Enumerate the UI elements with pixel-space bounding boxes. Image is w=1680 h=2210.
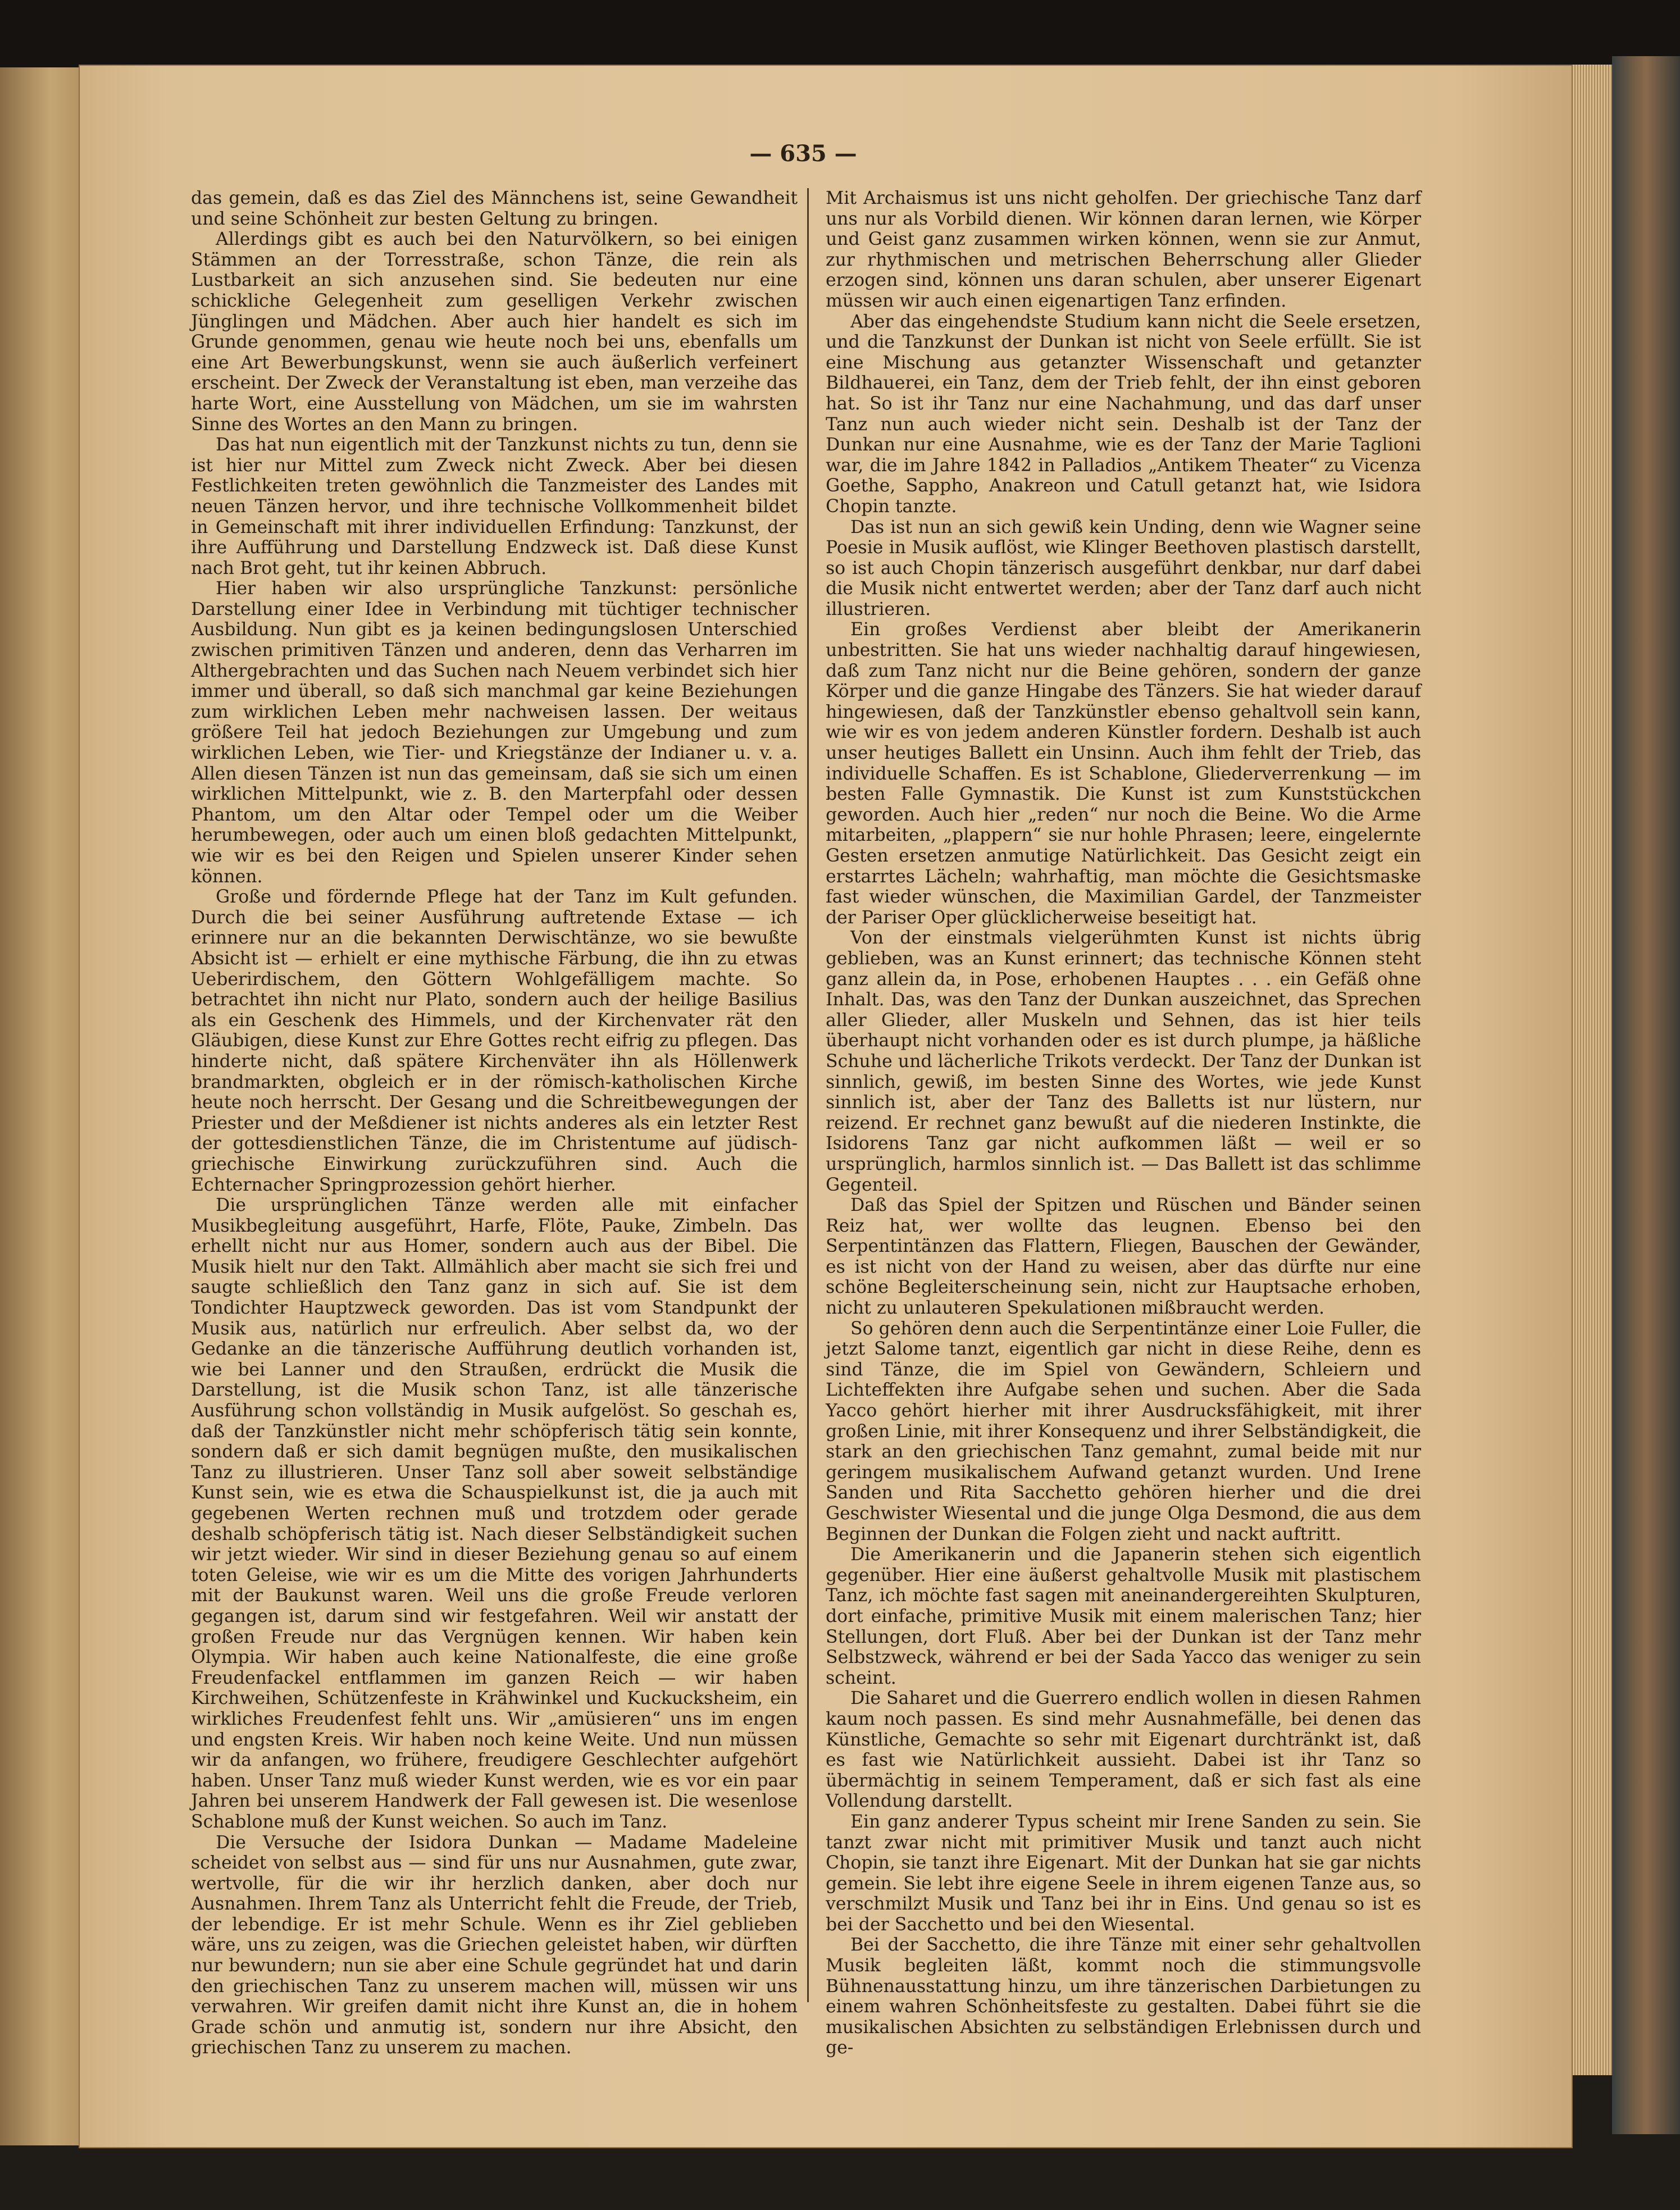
right-column <box>826 188 1421 2058</box>
paragraph: Von der einstmals vielgerühmten Kunst ist nichts übrig geblieben, was an Kunst erinnert; das technische Können steht ganz allein da, in Pose, erhobenen Hauptes . . . ein Gefäß ohne Inhalt. Das, was den Tanz der Dunkan auszeichnet, das Sprechen aller Glieder, aller Muskeln und Sehnen, das ist hier teils überhaupt nicht vorhanden oder es ist durch plumpe, ja häßliche Schuhe und lächerliche Trikots verdeckt. Der Tanz der Dunkan ist sinnlich, gewiß, im besten Sinne des Wortes, wie jede Kunst sinnlich ist, aber der Tanz des Balletts ist nur lüstern, nur reizend. Er rechnet ganz bewußt auf die niederen Instinkte, die Isidorens Tanz gar nicht aufkommen läßt — weil er so ursprünglich, harmlos sinnlich ist. — Das Ballett ist das schlimme Gegenteil. <box>826 928 1421 1195</box>
paragraph: Aber das eingehendste Studium kann nicht die Seele ersetzen, und die Tanzkunst der Dunkan ist nicht von Seele erfüllt. Sie ist eine Mischung aus getanzter Wissenschaft und getanzter Bildhauerei, ein Tanz, dem der Trieb fehlt, der ihn einst geboren hat. So ist ihr Tanz nur eine Nachahmung, und das darf unser Tanz nun auch wieder nicht sein. Deshalb ist der Tanz der Dunkan nur eine Ausnahme, wie es der Tanz der Marie Taglioni war, die im Jahre 1842 in Palladios „Antikem Theater“ zu Vicenza Goethe, Sappho, Anakreon und Catull getanzt hat, wie Isidora Chopin tanzte. <box>826 311 1421 517</box>
paragraph: Die Amerikanerin und die Japanerin stehen sich eigentlich gegenüber. Hier eine äußerst gehaltvolle Musik mit plastischem Tanz, ich möchte fast sagen mit aneinandergereihten Skulpturen, dort einfache, primitive Musik mit einem malerischen Tanz; hier Stellungen, dort Fluß. Aber bei der Dunkan ist der Tanz mehr Selbstzweck, während er bei der Sada Yacco das weniger zu sein scheint. <box>826 1544 1421 1688</box>
paragraph: Bei der Sacchetto, die ihre Tänze mit einer sehr gehaltvollen Musik begleiten läßt, kommt noch die stimmungsvolle Bühnenausstattung hinzu, um ihre tänzerischen Darbietungen zu einem wahren Schönheitsfeste zu gestalten. Dabei führt sie die musikalischen Absichten zu selbständigen Erlebnissen durch und ge- <box>826 1935 1421 2058</box>
page-stack-edges <box>1573 65 1612 2075</box>
paragraph: Die ursprünglichen Tänze werden alle mit einfacher Musikbegleitung ausgeführt, Harfe, Flöte, Pauke, Zimbeln. Das erhellt nicht nur aus Homer, sondern auch aus der Bibel. Die Musik hielt nur den Takt. Allmählich aber macht sie sich frei und saugte schließlich den Tanz ganz in sich auf. Sie ist dem Tondichter Hauptzweck geworden. Das ist vom Standpunkt der Musik aus, natürlich nur erfreulich. Aber selbst da, wo der Gedanke an die tänzerische Aufführung deutlich vorhanden ist, wie bei Lanner und den Straußen, erdrückt die Musik die Darstellung, ist die Musik schon Tanz, ist alle tänzerische Ausführung schon vollständig in Musik aufgelöst. So geschah es, daß der Tanzkünstler nicht mehr schöpferisch tätig sein konnte, sondern daß er sich damit begnügen mußte, den musikalischen Tanz zu illustrieren. Unser Tanz soll aber soweit selbständige Kunst sein, wie es etwa die Schauspielkunst ist, die ja auch mit gegebenen Werten rechnen muß und trotzdem oder gerade deshalb schöpferisch tätig ist. Nach dieser Selbständigkeit suchen wir jetzt wieder. Wir sind in dieser Beziehung genau so auf einem toten Geleise, wie wir es um die Mitte des vorigen Jahrhunderts mit der Baukunst waren. Weil uns die große Freude verloren gegangen ist, darum sind wir festgefahren. Weil wir anstatt der großen Freude nur das Vergnügen kennen. Wir haben kein Olympia. Wir haben auch keine Nationalfeste, die eine große Freudenfackel entflammen im ganzen Reich — wir haben Kirchweihen, Schützenfeste in Krähwinkel und Kuckucksheim, ein wirkliches Freudenfest fehlt uns. Wir „amüsieren“ uns im engen und engsten Kreis. Wir haben noch keine Weite. Und nun müssen wir da anfangen, wo frühere, freudigere Geschlechter aufgehört haben. Unser Tanz muß wieder Kunst werden, wie es vor ein paar Jahren bei unserem Handwerk der Fall gewesen ist. Die wesenlose Schablone muß der Kunst weichen. So auch im Tanz. <box>191 1195 798 1832</box>
paragraph: Die Versuche der Isidora Dunkan — Madame Madeleine scheidet von selbst aus — sind für uns nur Ausnahmen, gute zwar, wertvolle, für die wir ihr herzlich danken, aber doch nur Ausnahmen. Ihrem Tanz als Unterricht fehlt die Freude, der Trieb, der lebendige. Er ist mehr Schule. Wenn es ihr Ziel geblieben wäre, uns zu zeigen, was die Griechen geleistet haben, wir dürften nur bewundern; nun sie aber eine Schule gegründet hat und darin den griechischen Tanz zu unserem machen will, müssen wir uns verwahren. Wir greifen damit nicht ihre Kunst an, die in hohem Grade schön und anmutig ist, sondern nur ihre Absicht, den griechischen Tanz zu unserem zu machen. <box>191 1832 798 2058</box>
paragraph: Ein ganz anderer Typus scheint mir Irene Sanden zu sein. Sie tanzt zwar nicht mit primitiver Musik und tanzt auch nicht Chopin, sie tanzt ihre Eigenart. Mit der Dunkan hat sie gar nichts gemein. Sie lebt ihre eigene Seele in ihrem eigenen Tanze aus, so verschmilzt Musik und Tanz bei ihr in Eins. Und genau so ist es bei der Sacchetto und bei den Wiesental. <box>826 1811 1421 1935</box>
paragraph: Hier haben wir also ursprüngliche Tanzkunst: persönliche Darstellung einer Idee in Verbindung mit tüchtiger technischer Ausbildung. Nun gibt es ja keinen bedingungslosen Unterschied zwischen primitiven Tänzen und anderen, denn das Verharren im Althergebrachten und das Suchen nach Neuem verbindet sich hier immer und überall, so daß sich manchmal gar keine Beziehungen zum wirklichen Leben mehr nachweisen lassen. Der weitaus größere Teil hat jedoch Beziehungen zur Umgebung und zum wirklichen Leben, wie Tier- und Kriegstänze der Indianer u. v. a. Allen diesen Tänzen ist nun das gemeinsam, daß sie sich um einen wirklichen Mittelpunkt, wie z. B. den Marterpfahl oder dessen Phantom, um den Altar oder Tempel oder um die Weiber herumbewegen, oder auch um einen bloß gedachten Mittelpunkt, wie wir es bei den Reigen und Spielen unserer Kinder sehen können. <box>191 578 798 887</box>
book-top-shadow <box>0 0 1680 67</box>
paragraph: Mit Archaismus ist uns nicht geholfen. Der griechische Tanz darf uns nur als Vorbild dienen. Wir können daran lernen, wie Körper und Geist ganz zusammen wirken können, wenn sie zur Anmut, zur rhythmischen und metrischen Beherrschung aller Glieder erzogen sind, können uns daran schulen, aber unserer Eigenart müssen wir auch einen eigenartigen Tanz erfinden. <box>826 188 1421 311</box>
paragraph: Das ist nun an sich gewiß kein Unding, denn wie Wagner seine Poesie in Musik auflöst, wie Klinger Beethoven plastisch darstellt, so ist auch Chopin tänzerisch ausgeführt denkbar, nur darf dabei die Musik nicht entwertet werden; aber der Tanz darf auch nicht illustrieren. <box>826 517 1421 619</box>
paragraph: das gemein, daß es das Ziel des Männchens ist, seine Gewandheit und seine Schönheit zur besten Geltung zu bringen. <box>191 188 798 229</box>
paragraph: Allerdings gibt es auch bei den Naturvölkern, so bei einigen Stämmen an der Torresstraße, schon Tänze, die rein als Lustbarkeit an sich anzusehen sind. Sie bedeuten nur eine schickliche Gelegenheit zum geselligen Verkehr zwischen Jünglingen und Mädchen. Aber auch hier handelt es sich im Grunde genommen, genau wie heute noch bei uns, ebenfalls um eine Art Bewerbungskunst, wenn sie auch äußerlich verfeinert erscheint. Der Zweck der Veranstaltung ist eben, man verzeihe das harte Wort, eine Ausstellung von Mädchen, um sie im wahrsten Sinne des Wortes an den Mann zu bringen. <box>191 229 798 435</box>
paragraph: Ein großes Verdienst aber bleibt der Amerikanerin unbestritten. Sie hat uns wieder nachhaltig darauf hingewiesen, daß zum Tanz nicht nur die Beine gehören, sondern der ganze Körper und die ganze Hingabe des Tänzers. Sie hat wieder darauf hingewiesen, daß der Tanzkünstler ebenso gehaltvoll sein kann, wie wir es von jedem anderen Künstler fordern. Deshalb ist auch unser heutiges Ballett ein Unsinn. Auch ihm fehlt der Trieb, das individuelle Schaffen. Es ist Schablone, Gliederverrenkung — im besten Falle Gymnastik. Die Kunst ist zum Kunststückchen geworden. Auch hier „reden“ nur noch die Beine. Wo die Arme mitarbeiten, „plappern“ sie nur hohle Phrasen; leere, eingelernte Gesten ersetzen anmutige Natürlichkeit. Das Gesicht zeigt ein erstarrtes Lächeln; wahrhaftig, man möchte die Gesichtsmaske fast wieder wünschen, die Maximilian Gardel, der Tanzmeister der Pariser Oper glücklicherweise beseitigt hat. <box>826 619 1421 928</box>
paragraph: Das hat nun eigentlich mit der Tanzkunst nichts zu tun, denn sie ist hier nur Mittel zum Zweck nicht Zweck. Aber bei diesen Festlichkeiten treten gewöhnlich die Tanzmeister des Landes mit neuen Tänzen hervor, und ihre technische Vollkommenheit bildet in Gemeinschaft mit ihrer individuellen Erfindung: Tanzkunst, der ihre Aufführung und Darstellung Endzweck ist. Daß diese Kunst nach Brot geht, tut ihr keinen Abbruch. <box>191 435 798 578</box>
left-column <box>191 188 798 2058</box>
paragraph: Daß das Spiel der Spitzen und Rüschen und Bänder seinen Reiz hat, wer wollte das leugnen. Ebenso bei den Serpentintänzen das Flattern, Fliegen, Bauschen der Gewänder, es ist nicht von der Hand zu weisen, aber das dürfte nur eine schöne Begleiterscheinung sein, nicht zur Hauptsache erhoben, nicht zu unlauteren Spekulationen mißbraucht werden. <box>826 1195 1421 1319</box>
book-cover-edge <box>1612 56 1680 2134</box>
paragraph: So gehören denn auch die Serpentintänze einer Loie Fuller, die jetzt Salome tanzt, eigentlich gar nicht in diese Reihe, denn es sind Tänze, die im Spiel von Gewändern, Schleiern und Lichteffekten ihre Aufgabe sehen und suchen. Aber die Sada Yacco gehört hierher mit ihrer Ausdrucksfähigkeit, mit ihrer großen Linie, mit ihrer Konsequenz und ihrer Selbständigkeit, die stark an den griechischen Tanz gemahnt, zumal beide mit nur geringem musikalischem Aufwand getanzt wurden. Und Irene Sanden und Rita Sacchetto gehören hierher und die drei Geschwister Wiesental und die junge Olga Desmond, die aus dem Beginnen der Dunkan die Folgen zieht und nackt auftritt. <box>826 1318 1421 1544</box>
paragraph: Die Saharet und die Guerrero endlich wollen in diesen Rahmen kaum noch passen. Es sind mehr Ausnahmefälle, bei denen das Künstliche, Gemachte so sehr mit Eigenart durchtränkt ist, daß es fast wie Natürlichkeit aussieht. Dabei ist ihr Tanz so übermächtig in seinem Temperament, daß er sich fast als eine Vollendung darstellt. <box>826 1688 1421 1812</box>
paragraph: Große und fördernde Pflege hat der Tanz im Kult gefunden. Durch die bei seiner Ausführung auftretende Extase — ich erinnere nur an die bekannten Derwischtänze, wo sie bewußte Absicht ist — erhielt er eine mythische Färbung, die ihn zu etwas Ueberirdischem, den Göttern Wohlgefälligem machte. So betrachtet ihn nicht nur Plato, sondern auch der heilige Basilius als ein Geschenk des Himmels, und der Kirchenvater rät den Gläubigen, diese Kunst zur Ehre Gottes recht eifrig zu pflegen. Das hinderte nicht, daß spätere Kirchenväter ihn als Höllenwerk brandmarkten, obgleich er in der römisch-katholischen Kirche heute noch herrscht. Der Gesang und die Schreitbewegungen der Priester und der Meßdiener ist nichts anderes als ein letzter Rest der gottesdienstlichen Tänze, die im Christentume auf jüdisch-griechische Einwirkung zurückzuführen sind. Auch die Echternacher Springprozession gehört hierher. <box>191 887 798 1195</box>
facing-page-edge <box>0 67 86 2145</box>
page-number: — 635 — <box>749 140 857 167</box>
column-divider <box>807 188 809 2002</box>
